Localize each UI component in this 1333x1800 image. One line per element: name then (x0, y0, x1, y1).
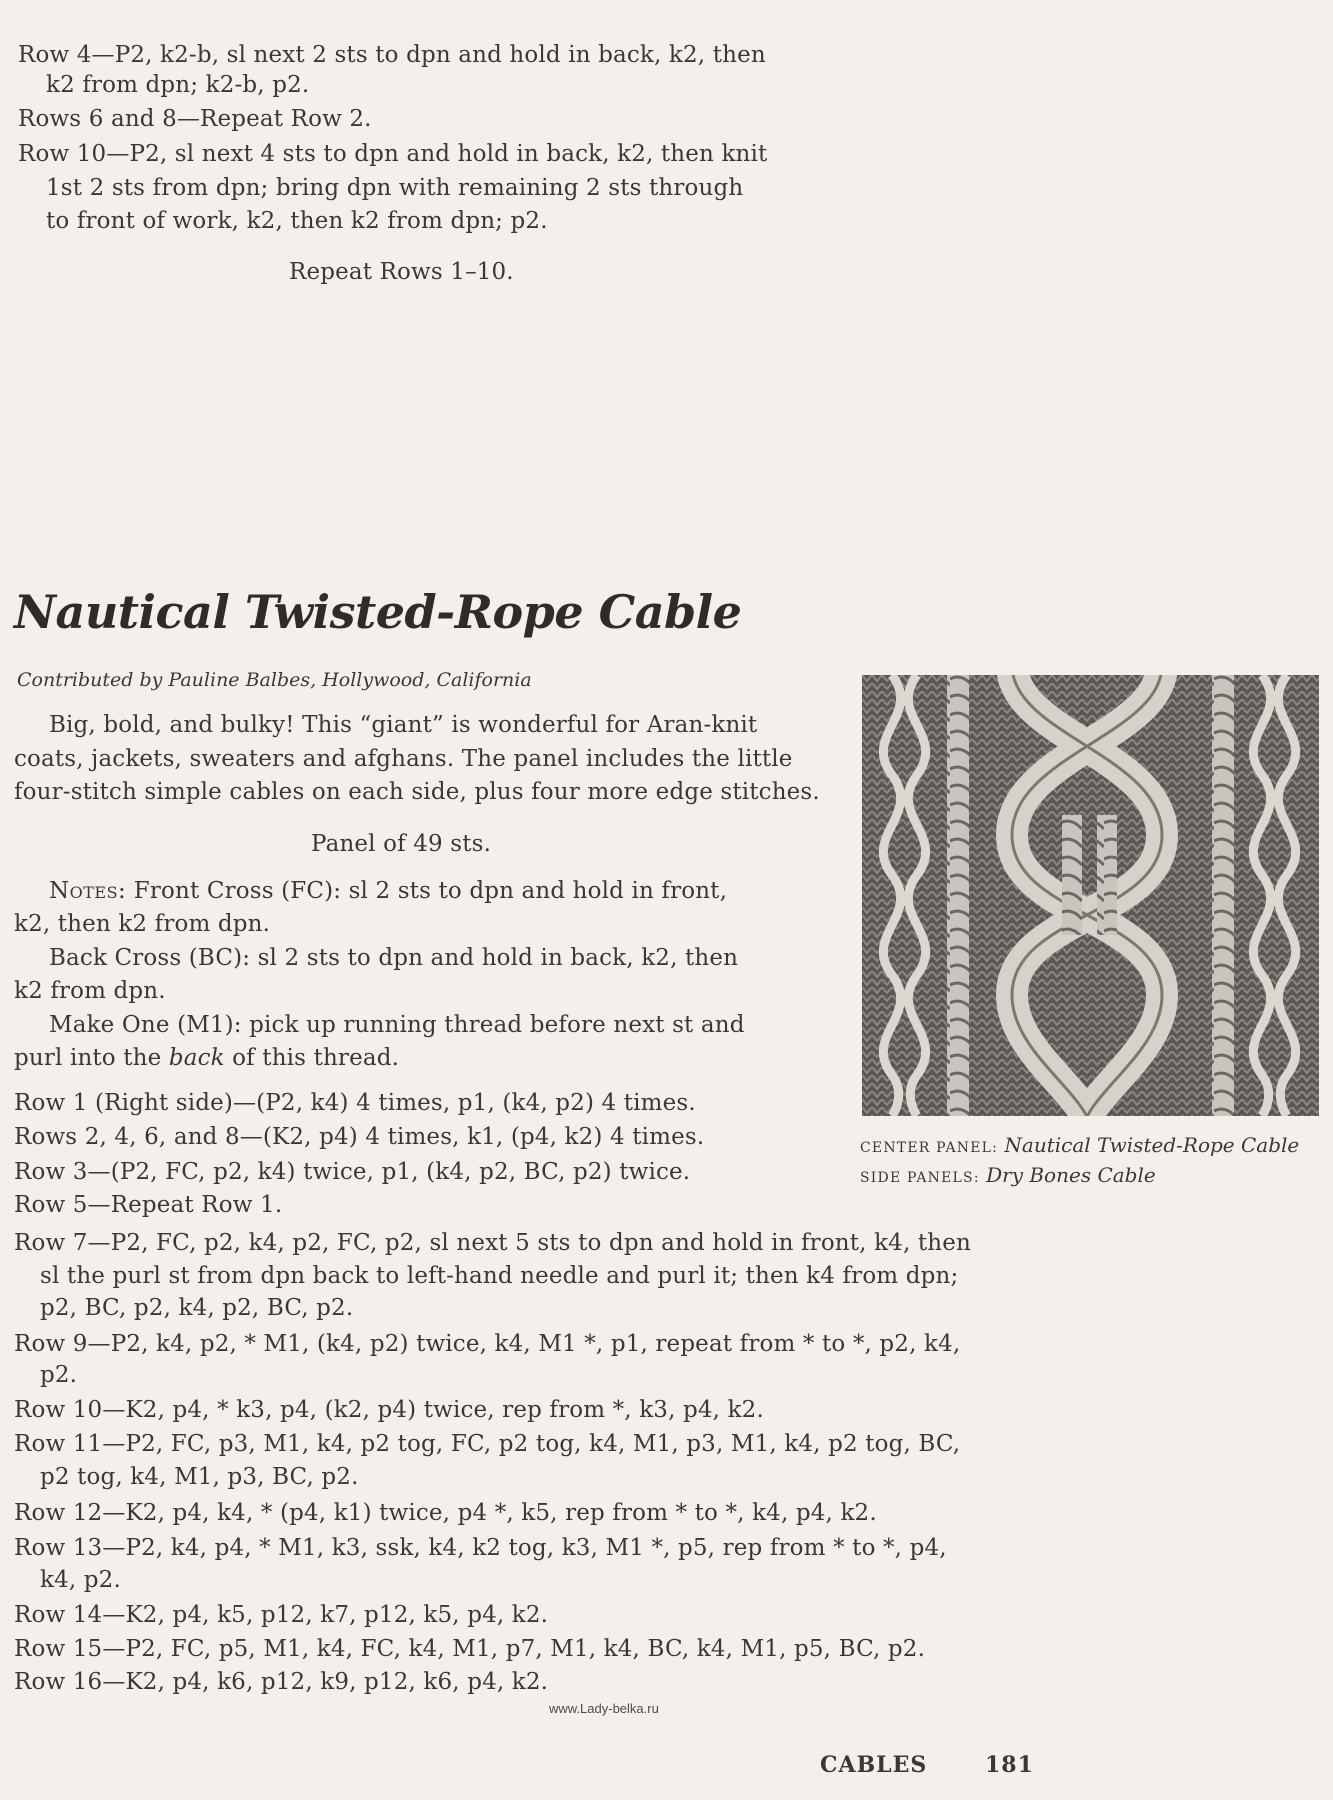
notes-fc-line-1 (49, 876, 727, 906)
row-7-line-3: p2, BC, p2, k4, p2, BC, p2. (40, 1295, 354, 1321)
intro-line-3: four-stitch simple cables on each side, plus four more edge stitches. (14, 779, 820, 805)
notes-fc-line-2: k2, then k2 from dpn. (14, 911, 271, 937)
row-9-line-1: Row 9—P2, k4, p2, * M1, (k4, p2) twice, k4, M1 *, p1, repeat from * to *, p2, k4, (14, 1331, 961, 1357)
row-13-line-1: Row 13—P2, k4, p4, * M1, k3, ssk, k4, k2 tog, k3, M1 *, p5, rep from * to *, p4, (14, 1535, 947, 1561)
rows-6-8: Rows 6 and 8—Repeat Row 2. (18, 106, 372, 132)
row-9-line-2: p2. (40, 1362, 78, 1388)
contributor: Contributed by Pauline Balbes, Hollywood, California (17, 669, 532, 691)
intro-line-2: coats, jackets, sweaters and afghans. The panel includes the little (14, 746, 793, 772)
row-7-line-2: sl the purl st from dpn back to left-hand needle and purl it; then k4 from dpn; (40, 1263, 959, 1289)
row-3: Row 3—(P2, FC, p2, k4) twice, p1, (k4, p2, BC, p2) twice. (14, 1159, 691, 1185)
row-11-line-2: p2 tog, k4, M1, p3, BC, p2. (40, 1464, 359, 1490)
row-7-line-1: Row 7—P2, FC, p2, k4, p2, FC, p2, sl next 5 sts to dpn and hold in front, k4, then (14, 1230, 971, 1256)
row-4-line-2: k2 from dpn; k2-b, p2. (46, 72, 310, 98)
intro-line-1: Big, bold, and bulky! This “giant” is wonderful for Aran-knit (49, 712, 758, 738)
row-14: Row 14—K2, p4, k5, p12, k7, p12, k5, p4, k2. (14, 1602, 549, 1628)
row-12: Row 12—K2, p4, k4, * (p4, k1) twice, p4 *, k5, rep from * to *, k4, p4, k2. (14, 1500, 877, 1526)
caption-center (860, 1133, 1299, 1157)
footer-section: CABLES (820, 1752, 928, 1778)
row-10-line-2: 1st 2 sts from dpn; bring dpn with remaining 2 sts through (46, 175, 744, 201)
m1-post: of this thread. (224, 1045, 400, 1071)
row-10: Row 10—K2, p4, * k3, p4, (k2, p4) twice, rep from *, k3, p4, k2. (14, 1397, 764, 1423)
notes-m1-line-1: Make One (M1): pick up running thread before next st and (49, 1012, 745, 1038)
caption-side-label: SIDE PANELS: (860, 1170, 980, 1186)
pattern-title: Nautical Twisted-Rope Cable (14, 585, 742, 639)
notes-bc-line-1: Back Cross (BC): sl 2 sts to dpn and hold in back, k2, then (49, 945, 739, 971)
row-10-line-3: to front of work, k2, then k2 from dpn; p2. (46, 208, 548, 234)
caption-center-label: CENTER PANEL: (860, 1140, 999, 1156)
watermark: www.Lady-belka.ru (549, 1701, 659, 1716)
panel-size: Panel of 49 sts. (311, 831, 492, 857)
caption-center-value: Nautical Twisted-Rope Cable (1004, 1133, 1300, 1157)
cable-swatch-photo (862, 675, 1319, 1116)
row-16: Row 16—K2, p4, k6, p12, k9, p12, k6, p4, k2. (14, 1669, 549, 1695)
notes-label: Notes: (49, 878, 127, 904)
caption-side (860, 1163, 1156, 1187)
m1-pre: purl into the (14, 1045, 169, 1071)
swatch-illustration (862, 675, 1319, 1116)
row-13-line-2: k4, p2. (40, 1567, 121, 1593)
m1-emphasis: back (168, 1045, 225, 1071)
notes-fc-text: Front Cross (FC): sl 2 sts to dpn and hold in front, (133, 878, 728, 904)
row-15: Row 15—P2, FC, p5, M1, k4, FC, k4, M1, p7, M1, k4, BC, k4, M1, p5, BC, p2. (14, 1636, 926, 1662)
row-10-line-1: Row 10—P2, sl next 4 sts to dpn and hold in back, k2, then knit (18, 141, 768, 167)
row-4-line-1: Row 4—P2, k2-b, sl next 2 sts to dpn and hold in back, k2, then (18, 42, 766, 68)
rows-2-4-6-8: Rows 2, 4, 6, and 8—(K2, p4) 4 times, k1, (p4, k2) 4 times. (14, 1124, 705, 1150)
row-5: Row 5—Repeat Row 1. (14, 1192, 283, 1218)
repeat-rows: Repeat Rows 1–10. (289, 259, 514, 285)
page-number: 181 (985, 1752, 1034, 1778)
notes-m1-line-2 (14, 1043, 399, 1073)
row-1: Row 1 (Right side)—(P2, k4) 4 times, p1, (k4, p2) 4 times. (14, 1090, 696, 1116)
caption-side-value: Dry Bones Cable (986, 1163, 1156, 1187)
row-11-line-1: Row 11—P2, FC, p3, M1, k4, p2 tog, FC, p2 tog, k4, M1, p3, M1, k4, p2 tog, BC, (14, 1431, 961, 1457)
notes-bc-line-2: k2 from dpn. (14, 978, 166, 1004)
